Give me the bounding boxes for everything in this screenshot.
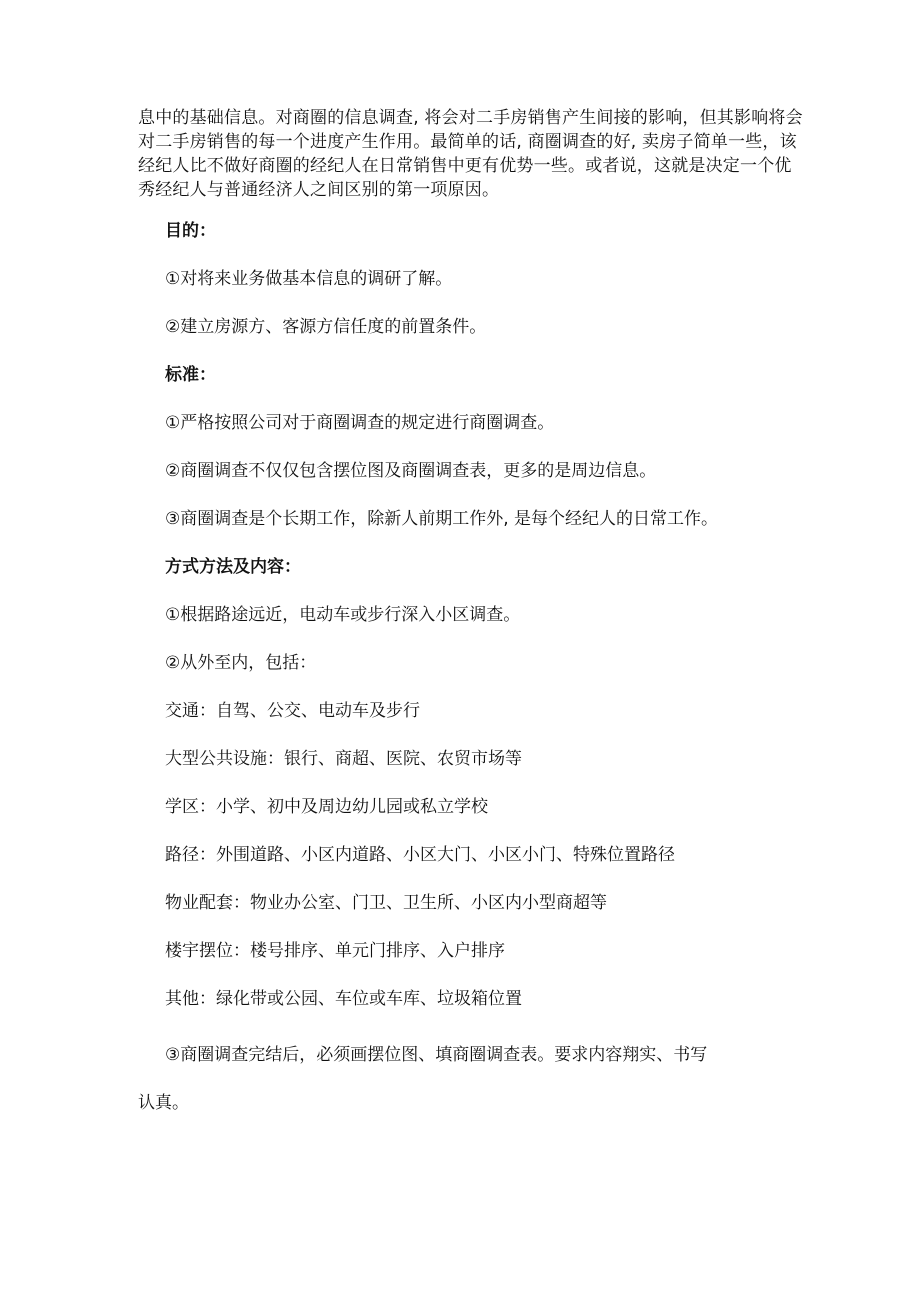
standard-item: ②商圈调查不仅仅包含摆位图及商圈调查表，更多的是周边信息。 <box>165 461 657 481</box>
intro-line: 秀经纪人与普通经济人之间区别的第一项原因。 <box>138 180 500 200</box>
purpose-item: ②建立房源方、客源方信任度的前置条件。 <box>165 317 487 337</box>
standard-heading: 标准： <box>165 365 216 385</box>
method-item: 大型公共设施：银行、商超、医院、农贸市场等 <box>165 749 522 769</box>
method-item: ①根据路途远近，电动车或步行深入小区调查。 <box>165 605 521 625</box>
method-item: 交通：自驾、公交、电动车及步行 <box>165 701 420 721</box>
method-item: 楼宇摆位：楼号排序、单元门排序、入户排序 <box>165 941 505 961</box>
method-item: 学区：小学、初中及周边幼儿园或私立学校 <box>165 797 488 817</box>
method-item: 其他：绿化带或公园、车位或车库、垃圾箱位置 <box>165 989 522 1009</box>
method-item: 路径：外围道路、小区内道路、小区大门、小区小门、特殊位置路径 <box>165 845 675 865</box>
standard-item: ①严格按照公司对于商圈调查的规定进行商圈调查。 <box>165 413 555 433</box>
method-item: ②从外至内，包括： <box>165 653 317 673</box>
method-item: 物业配套：物业办公室、门卫、卫生所、小区内小型商超等 <box>165 893 607 913</box>
method-item: ③商圈调查完结后，必须画摆位图、填商圈调查表。要求内容翔实、书写 <box>165 1045 708 1065</box>
purpose-heading: 目的： <box>165 221 216 241</box>
intro-line: 对二手房销售的每一个进度产生作用。最简单的话, 商圈调查的好, 卖房子简单一些，该 <box>138 132 797 152</box>
intro-line: 息中的基础信息。对商圈的信息调查, 将会对二手房销售产生间接的影响，但其影响将会 <box>138 108 803 128</box>
method-tail: 认真。 <box>138 1093 189 1113</box>
purpose-item: ①对将来业务做基本信息的调研了解。 <box>165 269 453 289</box>
intro-paragraph <box>138 106 803 202</box>
method-heading: 方式方法及内容： <box>165 557 301 577</box>
standard-item: ③商圈调查是个长期工作，除新人前期工作外, 是每个经纪人的日常工作。 <box>165 509 719 529</box>
intro-line: 经纪人比不做好商圈的经纪人在日常销售中更有优势一些。或者说，这就是决定一个优 <box>138 156 792 176</box>
